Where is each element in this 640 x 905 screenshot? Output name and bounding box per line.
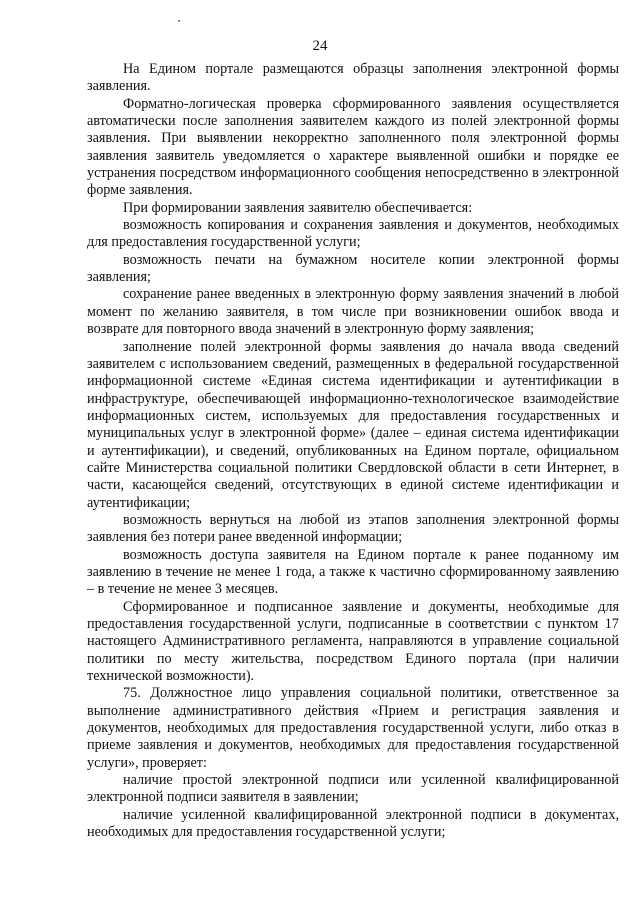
paragraph-check-signature: наличие простой электронной подписи или усиленной квалифицированной электронной подписи заявителя в заявлении; — [87, 772, 619, 806]
paragraph-provisions-intro: При формировании заявления заявителю обеспечивается: — [123, 199, 473, 216]
paragraph-print: возможность печати на бумажном носителе копии электронной формы заявления; — [87, 251, 619, 286]
document-body — [87, 61, 619, 841]
page-number: 24 — [312, 38, 328, 54]
scan-artifact-dot — [178, 20, 180, 22]
paragraph-submission: Сформированное и подписанное заявление и документы, необходимые для предоставления государственной услуги, подписанные в соответствии с пунктом 17 настоящего Административного регламента, направляются в управление социальной политики по месту жительства, посредством Единого портала (при наличии технической возможности). — [87, 598, 619, 685]
paragraph-format-check: Форматно-логическая проверка сформированного заявления осуществляется автоматически после заполнения заявителем каждого из полей электронной формы заявления. При выявлении некорректно заполненного поля электронной формы заявления заявитель уведомляется о характере выявленной ошибки и порядке ее устранения посредством информационного сообщения непосредственно в электронной форме заявления. — [87, 95, 619, 199]
paragraph-clause-75: 75. Должностное лицо управления социальной политики, ответственное за выполнение административного действия «Прием и регистрация заявления и документов, необходимых для предоставления государственной услуги, либо отказ в приеме заявления и документов, необходимых для предоставления государственной услуги», проверяет: — [87, 685, 619, 771]
paragraph-check-documents: наличие усиленной квалифицированной электронной подписи в документах, необходимых для предоставления государственной услуги; — [87, 806, 619, 841]
paragraph-access-period: возможность доступа заявителя на Едином портале к ранее поданному им заявлению в течение не менее 1 года, а также к частично сформированному заявлению – в течение не менее 3 месяцев. — [87, 546, 619, 598]
paragraph-prefill-fields: заполнение полей электронной формы заявления до начала ввода сведений заявителем с использованием сведений, размещенных в федеральной государственной информационной системе «Единая система идентификации и аутентификации в инфраструктуре, обеспечивающей информационно-технологическое взаимодействие информационных систем, используемых для предоставления государственных и муниципальных услуг в электронной форме» (далее – единая система идентификации и аутентификации), и сведений, опубликованных на Едином портале, официальном сайте Министерства социальной политики Свердловской области в сети Интернет, в части, касающейся сведений, отсутствующих в единой системе идентификации и аутентификации; — [87, 338, 619, 511]
paragraph-save-values: сохранение ранее введенных в электронную форму заявления значений в любой момент по желанию заявителя, в том числе при возникновении ошибок ввода и возврате для повторного ввода значений в электронную форму заявления; — [87, 286, 619, 338]
paragraph-sample-forms: На Едином портале размещаются образцы заполнения электронной формы заявления. — [87, 61, 619, 95]
paragraph-copy-save: возможность копирования и сохранения заявления и документов, необходимых для предоставления государственной услуги; — [87, 217, 619, 251]
paragraph-return-steps: возможность вернуться на любой из этапов заполнения электронной формы заявления без потери ранее введенной информации; — [87, 511, 619, 546]
